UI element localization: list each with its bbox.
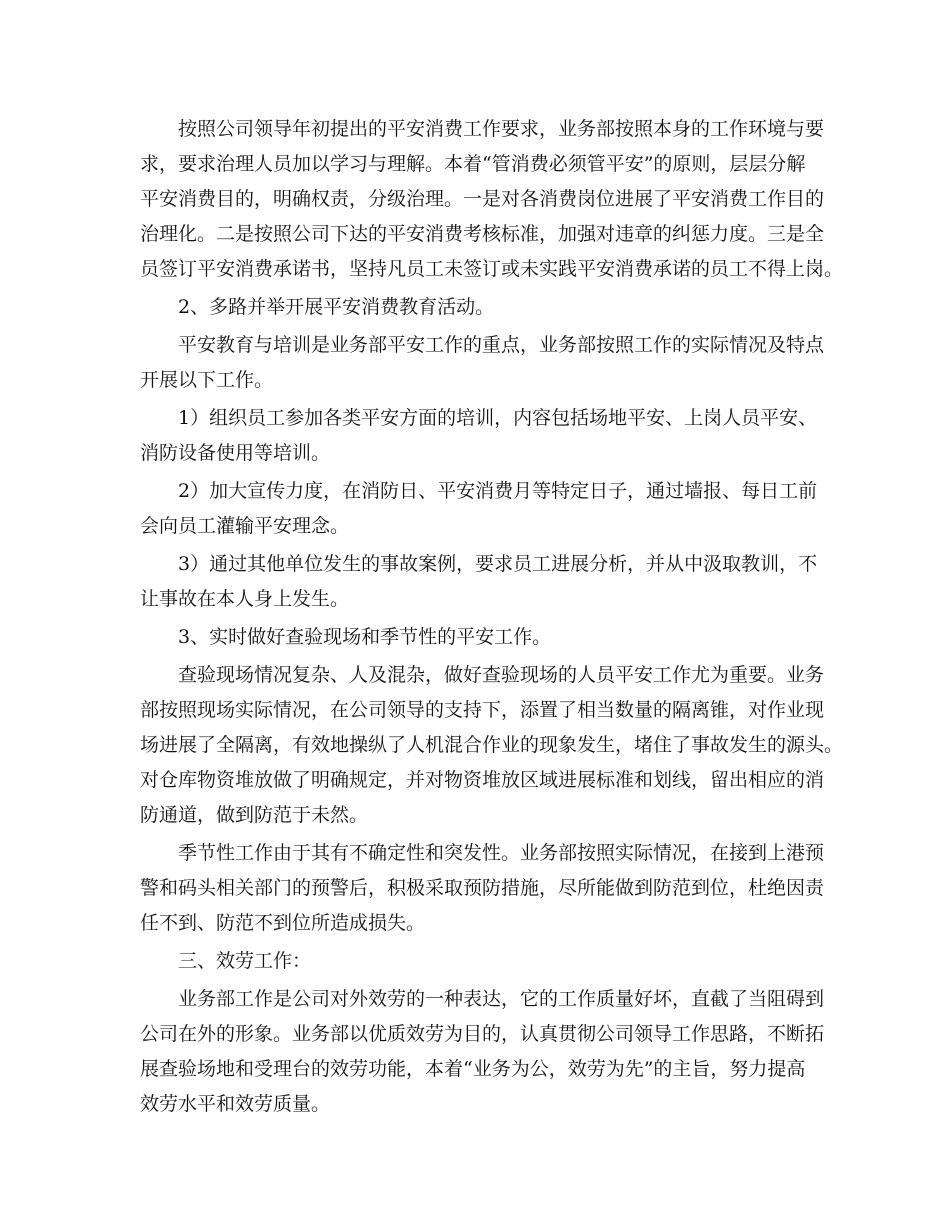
section-heading: 3、实时做好查验现场和季节性的平安工作。 [140,626,552,648]
text-line: 让事故在本人身上发生。 [140,588,350,610]
section-heading: 三、效劳工作： [140,950,312,972]
text-line: 部按照现场实际情况，在公司领导的支持下，添置了相当数量的隔离锥，对作业现 [140,699,825,721]
text-line: 防通道，做到防范于未然。 [140,804,369,826]
text-line: 场进展了全隔离，有效地操纵了人机混合作业的现象发生，堵住了事故发生的源头。 [140,734,844,756]
text-line: 任不到、防范不到位所造成损失。 [140,912,426,934]
text-line: 展查验场地和受理台的效劳功能，本着“业务为公，效劳为先”的主旨，努力提高 [140,1058,806,1080]
text-line: 平安消费目的，明确权责，分级治理。一是对各消费岗位进展了平安消费工作目的 [140,188,825,210]
text-line: 业务部工作是公司对外效劳的一种表达，它的工作质量好坏，直截了当阻碍到 [140,988,825,1010]
text-line: 警和码头相关部门的预警后，积极采取预防措施，尽所能做到防范到位，杜绝因责 [140,877,825,899]
text-line: 查验现场情况复杂、人及混杂，做好查验现场的人员平安工作尤为重要。业务 [140,664,825,686]
text-line: 平安教育与培训是业务部平安工作的重点，业务部按照工作的实际情况及特点 [140,334,825,356]
text-line: 3）通过其他单位发生的事故案例，要求员工进展分析，并从中汲取教训，不 [140,553,818,575]
text-line: 消防设备使用等培训。 [140,442,331,464]
section-heading: 2、多路并举开展平安消费教育活动。 [140,296,495,318]
text-line: 1）组织员工参加各类平安方面的培训，内容包括场地平安、上岗人员平安、 [140,407,818,429]
text-line: 2）加大宣传力度，在消防日、平安消费月等特定日子，通过墙报、每日工前 [140,480,818,502]
text-line: 开展以下工作。 [140,369,274,391]
text-line: 对仓库物资堆放做了明确规定，并对物资堆放区域进展标准和划线，留出相应的消 [140,769,825,791]
text-line: 效劳水平和效劳质量。 [140,1093,331,1115]
text-line: 会向员工灌输平安理念。 [140,515,350,537]
text-line: 季节性工作由于其有不确定性和突发性。业务部按照实际情况，在接到上港预 [140,842,825,864]
text-line: 按照公司领导年初提出的平安消费工作要求，业务部按照本身的工作环境与要 [140,118,825,140]
text-line: 公司在外的形象。业务部以优质效劳为目的，认真贯彻公司领导工作思路，不断拓 [140,1023,825,1045]
text-line: 求，要求治理人员加以学习与理解。本着“管消费必须管平安”的原则，层层分解 [140,153,806,175]
text-line: 治理化。二是按照公司下达的平安消费考核标准，加强对违章的纠惩力度。三是全 [140,223,825,245]
text-line: 员签订平安消费承诺书，坚持凡员工未签订或未实践平安消费承诺的员工不得上岗。 [140,258,844,280]
